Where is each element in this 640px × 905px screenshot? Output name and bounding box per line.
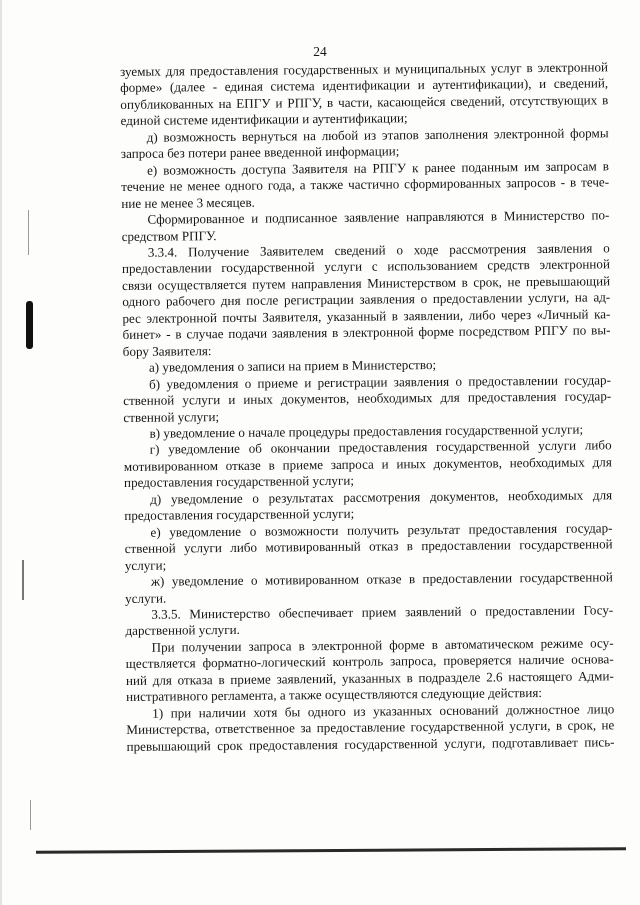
word: заявления bbox=[271, 325, 328, 341]
text-line: нистративного регламента, а также осуществляются следующие действия: bbox=[126, 685, 543, 705]
word: настоящего bbox=[508, 668, 573, 685]
word: услуг bbox=[490, 60, 522, 76]
word: в bbox=[332, 325, 339, 341]
scan-edge bbox=[0, 0, 2, 905]
word: электронной bbox=[493, 125, 565, 142]
word: д) bbox=[150, 491, 162, 507]
word: сформированных bbox=[404, 175, 502, 192]
word: в bbox=[406, 669, 413, 686]
text-line: услуги. bbox=[125, 590, 167, 606]
word: приеме bbox=[282, 456, 324, 473]
word: документов, bbox=[433, 455, 503, 471]
word: Заявителем bbox=[259, 243, 324, 259]
word: заполнения bbox=[424, 126, 489, 142]
word: в bbox=[408, 571, 416, 587]
word: из bbox=[353, 703, 366, 719]
word: на bbox=[218, 95, 232, 111]
word: в bbox=[218, 671, 225, 687]
word: регистрации bbox=[317, 374, 388, 390]
word: отказа bbox=[177, 671, 213, 688]
word: предоставления bbox=[249, 736, 338, 753]
word: 2.6 bbox=[486, 669, 503, 685]
word: предоставление bbox=[316, 719, 406, 736]
word: о bbox=[420, 291, 428, 307]
word: регистрации bbox=[283, 292, 354, 308]
word: бы bbox=[284, 703, 301, 720]
word: опубликованных bbox=[120, 96, 214, 112]
word: о bbox=[252, 490, 259, 506]
word: в bbox=[326, 94, 334, 110]
word: государ- bbox=[564, 388, 612, 404]
word: услуги bbox=[183, 540, 222, 556]
word: документов, bbox=[280, 390, 350, 407]
word: для bbox=[440, 389, 460, 406]
word: система bbox=[270, 78, 315, 95]
word: для bbox=[592, 487, 613, 503]
word: осуществляется bbox=[157, 276, 247, 293]
word: ЕПГУ bbox=[236, 95, 271, 111]
word: единая bbox=[224, 79, 263, 95]
word: необходимых bbox=[509, 454, 585, 471]
word: предоставления bbox=[189, 62, 279, 79]
word: к bbox=[411, 159, 419, 175]
word: возможность bbox=[163, 161, 236, 178]
word: прием bbox=[361, 604, 397, 620]
word: рассмотрения bbox=[449, 241, 527, 257]
word: заявлений, bbox=[276, 670, 337, 687]
text-line: ние не менее 3 месяцев. bbox=[121, 194, 255, 211]
word: заявлений bbox=[404, 603, 462, 620]
word: ответственное bbox=[214, 720, 295, 737]
word: сведений, bbox=[553, 75, 609, 92]
word: е) bbox=[150, 524, 161, 540]
word: не bbox=[507, 274, 521, 290]
word: предоставлении bbox=[121, 260, 212, 277]
word: контроль bbox=[332, 653, 384, 670]
word: г) bbox=[149, 442, 160, 458]
word: государственной bbox=[436, 438, 530, 455]
word: предоставлении bbox=[468, 372, 559, 389]
word: запросам bbox=[545, 158, 597, 174]
word: в bbox=[431, 636, 438, 652]
word: государ- bbox=[565, 519, 613, 536]
word: доступа bbox=[241, 161, 287, 177]
word: о bbox=[469, 603, 477, 619]
word: государственной bbox=[221, 259, 315, 276]
word: услуги, bbox=[444, 735, 486, 751]
word: предоставления bbox=[468, 520, 558, 537]
word: отказе bbox=[366, 571, 402, 587]
word: приеме bbox=[257, 374, 299, 391]
word: зуемых bbox=[120, 63, 161, 79]
body-text bbox=[120, 59, 615, 755]
word: не bbox=[601, 717, 615, 733]
binding-hole-mark bbox=[26, 301, 33, 349]
word: поданным bbox=[461, 158, 519, 175]
word: указанных bbox=[372, 702, 432, 719]
word: и bbox=[275, 95, 283, 111]
word: рассмотрения bbox=[343, 488, 421, 505]
word: б) bbox=[148, 376, 161, 392]
word: за bbox=[300, 720, 312, 736]
word: ка- bbox=[593, 306, 611, 322]
word: получении bbox=[181, 638, 242, 655]
word: в bbox=[175, 326, 182, 342]
text-line: дарственной услуги. bbox=[125, 622, 240, 639]
word: заявления bbox=[393, 373, 450, 389]
word: и bbox=[381, 456, 389, 472]
word: оснований bbox=[439, 702, 499, 718]
word: Сформированное bbox=[147, 210, 245, 227]
word: с bbox=[371, 258, 378, 275]
word: Министерством bbox=[367, 274, 457, 291]
word: д) bbox=[146, 129, 158, 145]
word: срок, bbox=[567, 717, 597, 733]
word: вы- bbox=[591, 322, 611, 338]
word: мотивированный bbox=[265, 538, 361, 555]
word: одного bbox=[122, 293, 161, 310]
word: не bbox=[169, 178, 183, 194]
word: запроса bbox=[248, 638, 292, 654]
word: в bbox=[602, 158, 609, 174]
word: о bbox=[250, 572, 258, 588]
text-line: а) уведомления о записи на прием в Министерство; bbox=[148, 357, 437, 375]
word: отказ bbox=[369, 538, 399, 554]
word: (далее bbox=[169, 79, 206, 95]
word: форме» bbox=[120, 80, 163, 96]
word: Адми- bbox=[577, 668, 614, 684]
word: ний bbox=[125, 672, 148, 688]
word: приеме bbox=[230, 671, 271, 687]
word: при bbox=[170, 705, 192, 721]
word: уведомление bbox=[169, 523, 242, 540]
word: отсутствующих bbox=[509, 92, 598, 109]
word: уведомление bbox=[168, 441, 241, 457]
word: бинет» bbox=[122, 326, 162, 343]
word: на bbox=[303, 127, 317, 144]
word: документов, bbox=[429, 488, 499, 504]
word: ственной bbox=[124, 540, 176, 557]
word: о bbox=[244, 375, 252, 391]
word: - bbox=[212, 79, 218, 95]
word: результатах bbox=[268, 489, 334, 506]
word: на bbox=[353, 160, 367, 176]
word: в bbox=[391, 308, 399, 324]
word: Министерство bbox=[503, 207, 585, 224]
text-line: ственной услуги; bbox=[123, 408, 220, 425]
word: срок, bbox=[473, 274, 502, 290]
word: основа- bbox=[571, 651, 614, 668]
word: форме bbox=[389, 636, 425, 653]
word: и bbox=[383, 61, 391, 77]
word: ществляется bbox=[125, 655, 196, 672]
word: ходе bbox=[413, 241, 439, 258]
word: о bbox=[249, 523, 257, 539]
word: уведомление bbox=[171, 572, 244, 589]
word: в bbox=[406, 538, 413, 554]
word: уведомления bbox=[166, 375, 239, 392]
word: указанный bbox=[326, 308, 387, 324]
word: сведений bbox=[334, 242, 386, 258]
word: дня bbox=[220, 293, 241, 309]
text-line: запроса без потери ранее введенной информации; bbox=[120, 143, 400, 162]
word: РПГУ bbox=[372, 159, 407, 176]
word: 1) bbox=[152, 705, 164, 721]
word: предоставления bbox=[338, 439, 428, 456]
word: государственной bbox=[410, 718, 505, 735]
word: и bbox=[539, 76, 547, 92]
word: возможность bbox=[163, 128, 237, 145]
word: для bbox=[165, 63, 185, 79]
page-number: 24 bbox=[313, 44, 327, 59]
word: государственной bbox=[519, 569, 613, 586]
word: либо bbox=[468, 307, 496, 323]
word: либо bbox=[230, 539, 258, 556]
word: части, bbox=[338, 94, 373, 110]
word: и bbox=[417, 77, 425, 93]
word: «Личный bbox=[536, 306, 589, 322]
word: автоматическом bbox=[444, 635, 534, 652]
word: по- bbox=[591, 207, 610, 223]
word: форме bbox=[418, 324, 454, 340]
word: либо bbox=[584, 437, 612, 453]
word: е) bbox=[146, 162, 158, 178]
word: на bbox=[574, 289, 588, 305]
word: о bbox=[603, 240, 610, 256]
word: ж) bbox=[150, 573, 165, 589]
word: подготавливает bbox=[491, 734, 578, 751]
word: Получение bbox=[187, 243, 250, 260]
word: для bbox=[592, 454, 612, 470]
word: а bbox=[299, 177, 306, 193]
word: Госу- bbox=[583, 602, 614, 618]
word: для bbox=[152, 672, 172, 688]
word: в bbox=[461, 274, 468, 290]
word: предоставления bbox=[467, 388, 557, 405]
text-line: единой системе идентификации и аутентификации; bbox=[120, 110, 408, 129]
word: заявлении, bbox=[403, 307, 464, 324]
word: превышающий bbox=[525, 273, 611, 290]
word: электронной bbox=[537, 59, 609, 75]
word: Министерство bbox=[189, 605, 271, 622]
word: случае bbox=[186, 326, 224, 342]
word: направляются bbox=[406, 208, 485, 225]
word: мотивированном bbox=[264, 571, 360, 588]
word: аутентификации), bbox=[432, 76, 532, 93]
word: предоставлении bbox=[422, 570, 513, 587]
word: ранее bbox=[424, 159, 456, 175]
word: после bbox=[246, 292, 279, 309]
word: через bbox=[500, 306, 532, 323]
word: менее bbox=[187, 178, 221, 194]
word: 3.3.5. bbox=[151, 606, 181, 622]
word: Министерства, bbox=[126, 721, 210, 738]
word: Заявителя, bbox=[262, 308, 322, 325]
word: запроса bbox=[330, 456, 374, 472]
word: электронной bbox=[539, 256, 610, 273]
word: предоставлении bbox=[432, 290, 523, 307]
text-line: предоставления государственной услуги; bbox=[123, 473, 355, 491]
text-line bbox=[126, 734, 614, 755]
word: обеспечивает bbox=[278, 604, 354, 621]
word: тече- bbox=[581, 174, 610, 190]
word: заявления bbox=[359, 291, 415, 308]
word: также bbox=[310, 177, 344, 193]
text-line: бору Заявителя: bbox=[122, 342, 212, 359]
word: услуги bbox=[538, 438, 577, 454]
word: необходимых bbox=[357, 390, 433, 406]
word: получить bbox=[346, 522, 399, 538]
text-line: средством РПГУ. bbox=[121, 227, 217, 244]
word: окончании bbox=[270, 440, 331, 456]
word: путем bbox=[252, 276, 286, 292]
word: электронной bbox=[343, 324, 414, 341]
word: о bbox=[396, 242, 404, 258]
word: должностное bbox=[505, 701, 580, 717]
word: заявления bbox=[536, 240, 593, 256]
word: При bbox=[151, 639, 175, 655]
word: о bbox=[455, 373, 463, 389]
word: необходимых bbox=[508, 487, 584, 504]
word: наличие bbox=[518, 652, 565, 668]
word: в bbox=[268, 457, 275, 473]
word: в bbox=[526, 60, 533, 76]
word: услуги bbox=[324, 259, 363, 275]
word: результат bbox=[407, 521, 460, 537]
word: электронной bbox=[311, 637, 383, 654]
word: сведений, bbox=[450, 93, 505, 109]
scan-artifact bbox=[30, 800, 31, 830]
word: услуги, bbox=[509, 718, 551, 734]
word: идентификации bbox=[322, 77, 411, 94]
word: государственной bbox=[519, 536, 613, 553]
word: срок bbox=[217, 737, 243, 753]
word: подачи bbox=[228, 325, 268, 342]
word: связи bbox=[122, 277, 153, 293]
word: вернуться bbox=[241, 128, 298, 144]
word: любой bbox=[321, 127, 359, 143]
word: услуги, bbox=[528, 290, 570, 306]
word: им bbox=[524, 158, 540, 174]
text-line: предоставления государственной услуги; bbox=[124, 506, 355, 524]
word: почты bbox=[222, 309, 257, 325]
word: средств bbox=[487, 257, 530, 273]
word: в bbox=[490, 208, 498, 224]
word: и bbox=[251, 210, 259, 226]
word: подразделе bbox=[418, 669, 481, 685]
word: форматно-логический bbox=[202, 654, 326, 671]
word: одного bbox=[224, 177, 263, 194]
word: ад- bbox=[593, 289, 611, 305]
word: лицо bbox=[587, 700, 615, 717]
word: касающейся bbox=[377, 93, 446, 110]
word: мотивированном bbox=[123, 457, 219, 474]
word: уведомление bbox=[170, 490, 243, 507]
word: хотя bbox=[253, 704, 278, 720]
word: года, bbox=[267, 177, 295, 193]
word: электронной bbox=[146, 309, 218, 326]
word: одного bbox=[307, 703, 346, 719]
word: муниципальных bbox=[395, 60, 486, 77]
word: этапов bbox=[381, 126, 419, 143]
word: государ- bbox=[564, 371, 611, 388]
word: рабочего bbox=[165, 293, 216, 309]
word: посредством bbox=[458, 323, 530, 340]
word: формы bbox=[570, 125, 609, 141]
word: рес bbox=[122, 310, 142, 326]
word: из bbox=[363, 127, 377, 143]
word: по bbox=[572, 322, 587, 338]
word: использованием bbox=[387, 258, 478, 274]
word: заявление bbox=[343, 209, 400, 225]
word: - bbox=[560, 174, 566, 190]
word: запроса, bbox=[390, 653, 437, 669]
word: услуги bbox=[182, 392, 221, 408]
word: в bbox=[602, 92, 609, 108]
word: в bbox=[555, 717, 563, 733]
word: отказе bbox=[225, 457, 261, 473]
word: предоставлении bbox=[421, 537, 511, 554]
scan-artifact bbox=[22, 560, 24, 600]
word: в bbox=[298, 638, 305, 654]
word: пись- bbox=[584, 733, 615, 750]
word: ственной bbox=[123, 392, 175, 409]
word: РПГУ bbox=[534, 322, 568, 339]
word: подписанное bbox=[264, 210, 338, 226]
word: 3.3.4. bbox=[147, 244, 178, 260]
word: частично bbox=[348, 176, 400, 192]
word: проверяется bbox=[443, 652, 512, 669]
word: РПГУ, bbox=[287, 94, 323, 111]
word: государственной bbox=[344, 735, 438, 752]
word: запросов bbox=[505, 174, 556, 191]
text-line: в) уведомление о начале процедуры предоставления государственной услуги; bbox=[149, 421, 584, 441]
word: иных bbox=[243, 391, 273, 407]
word: превышающий bbox=[126, 737, 211, 754]
word: режиме bbox=[540, 635, 584, 651]
scan-artifact bbox=[28, 210, 29, 255]
word: течение bbox=[121, 178, 165, 195]
word: государственных bbox=[283, 61, 379, 78]
word: и bbox=[304, 374, 312, 390]
word: Заявителя bbox=[291, 160, 348, 177]
word: направления bbox=[291, 275, 362, 292]
word: предоставлении bbox=[485, 602, 575, 619]
text-line: услуги; bbox=[124, 557, 167, 573]
word: осу- bbox=[590, 635, 614, 651]
word: иных bbox=[396, 455, 426, 472]
word: указанных bbox=[341, 670, 401, 686]
word: в bbox=[569, 174, 577, 190]
word: возможности bbox=[264, 522, 339, 539]
word: и bbox=[228, 391, 236, 408]
bottom-rule bbox=[36, 847, 626, 854]
word: - bbox=[166, 326, 171, 342]
word: наличии bbox=[198, 704, 246, 720]
word: об bbox=[248, 441, 263, 457]
